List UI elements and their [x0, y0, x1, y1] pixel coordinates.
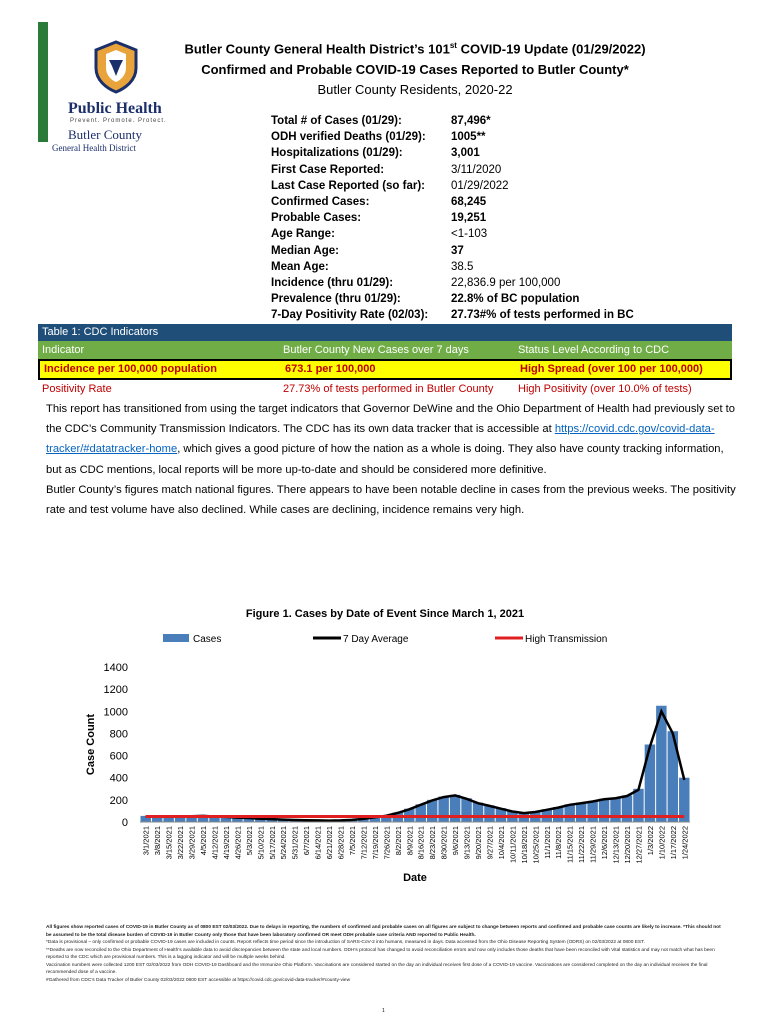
x-tick-label: 6/28/2021: [336, 826, 346, 860]
stat-value: 22,836.9 per 100,000: [451, 276, 561, 289]
y-tick-label: 1200: [103, 684, 128, 697]
stat-value: 3/11/2020: [451, 163, 502, 176]
x-tick-label: 4/5/2021: [199, 826, 208, 856]
x-tick-label: 12/20/2021: [623, 826, 632, 864]
stat-label: Probable Cases:: [271, 212, 362, 225]
table-row: [38, 380, 732, 398]
stat-label: Median Age:: [271, 244, 339, 257]
footnote: All figures show reported cases of COVID-19 in Butler County as of 0800 EST 02/03/2022. Due to delays in reporting, the numbers of confirmed and probable cases on all figures are subject to change between reports and confirmed and probable case counts are likely to increase. *This should not be assumed to be the total disease burden of COVID-19 in Butler County only those that have been laboratory confirmed OR meet ODH probable case criteria AND reported to Public Health.: [46, 925, 721, 938]
stat-value: 37: [451, 244, 464, 257]
logo-tagline: Prevent. Promote. Protect.: [70, 118, 167, 124]
x-tick-label: 4/19/2021: [221, 826, 231, 860]
table-cell: Positivity Rate: [42, 383, 112, 395]
x-tick-label: 9/6/2021: [451, 826, 461, 856]
x-tick-label: 7/26/2021: [382, 826, 392, 860]
legend-label: 7 Day Average: [343, 634, 409, 645]
report-subtitle: Confirmed and Probable COVID-19 Cases Reported to Butler County*: [201, 62, 629, 77]
legend-label: Cases: [193, 634, 222, 645]
table-cell: 673.1 per 100,000: [285, 363, 376, 375]
report-residents: Butler County Residents, 2020-22: [317, 82, 513, 97]
x-tick-label: 6/21/2021: [325, 826, 335, 860]
cdc-tracker-link[interactable]: https://covid.cdc.gov/covid-data-tracker/#datatracker-home: [46, 423, 715, 456]
x-tick-label: 6/14/2021: [313, 826, 323, 860]
x-tick-label: 3/22/2021: [176, 826, 186, 860]
y-tick-label: 800: [109, 728, 128, 741]
stat-value: 3,001: [451, 147, 480, 160]
table-header-indicator: Indicator: [42, 344, 85, 356]
stat-value: 19,251: [451, 212, 487, 225]
stat-value: 27.73#% of tests performed in BC: [451, 309, 634, 322]
x-tick-label: 6/7/2021: [302, 826, 312, 856]
x-tick-label: 5/24/2021: [279, 826, 289, 860]
x-tick-label: 4/26/2021: [233, 826, 243, 860]
table-title: Table 1: CDC Indicators: [38, 324, 732, 341]
x-tick-label: 11/29/2021: [588, 826, 598, 863]
footnote: Vaccination numbers were collected 1200 EST 02/03/2022 from ODH COVID-19 Dashboard and the Immunize Ohio Platform. Vaccinations are considered started on the day an individual receives first dose of a COVID-19 vaccine. Vaccinations are considered completed on the day an individual receives the final recommended dose of a vaccine.: [46, 962, 708, 975]
x-tick-label: 8/23/2021: [428, 826, 438, 860]
stat-label: 7-Day Positivity Rate (02/03):: [271, 309, 429, 322]
logo-accent-bar: [38, 22, 48, 142]
stat-row: [271, 180, 671, 196]
stat-row: [271, 261, 671, 277]
x-tick-label: 3/1/2021: [141, 826, 151, 856]
y-tick-label: 0: [121, 817, 128, 829]
stat-value: 38.5: [451, 260, 474, 273]
x-tick-label: 3/29/2021: [187, 826, 197, 860]
logo-org-name: Public Health: [68, 100, 162, 117]
stat-label: Hospitalizations (01/29):: [271, 147, 403, 160]
x-tick-label: 1/10/2022: [657, 826, 667, 860]
y-tick-label: 1000: [103, 706, 128, 719]
stat-row: [271, 309, 671, 325]
x-tick-label: 3/15/2021: [164, 826, 174, 860]
bar: [622, 795, 632, 822]
table-cell: High Spread (over 100 per 100,000): [520, 363, 703, 375]
y-tick-label: 1400: [103, 662, 128, 674]
x-tick-label: 9/20/2021: [474, 826, 483, 860]
stat-value: 22.8% of BC population: [451, 293, 580, 306]
stat-label: Confirmed Cases:: [271, 195, 370, 208]
y-tick-label: 600: [109, 750, 128, 763]
table-header-row: [38, 341, 732, 359]
stat-value: 87,496*: [451, 115, 491, 127]
stat-label: Mean Age:: [271, 260, 329, 273]
stat-label: ODH verified Deaths (01/29):: [271, 131, 426, 144]
x-tick-label: 8/9/2021: [405, 826, 415, 856]
x-tick-label: 12/6/2021: [600, 826, 610, 860]
stat-label: Age Range:: [271, 228, 335, 241]
stat-row: [271, 147, 671, 163]
table-row: [38, 359, 732, 380]
stat-value: 1005**: [451, 131, 486, 144]
y-tick-label: 200: [109, 794, 128, 807]
x-tick-label: 10/25/2021: [531, 826, 541, 864]
report-title: Butler County General Health District’s 101st COVID-19 Update (01/29/2022): [184, 41, 646, 57]
x-tick-label: 5/31/2021: [290, 826, 300, 860]
x-tick-label: 1/3/2022: [645, 826, 655, 856]
table-cell: High Positivity (over 10.0% of tests): [518, 383, 692, 395]
footnote: **Deaths are now reconciled to the Ohio Department of Health’s available data to avoid discrepancies between the state and local numbers. ODH’s protocol has changed to avoid reconciliation errors and now only includes those deaths that have been reconciled with Vital statistics and may not match what has been reported to the CDC which are provisional numbers. This is a lagging indicator and will be multiple weeks behind.: [46, 947, 715, 960]
page-number: 1: [382, 1008, 385, 1014]
x-tick-label: 11/8/2021: [554, 826, 564, 859]
x-tick-label: 10/4/2021: [496, 826, 506, 860]
y-axis-label: Case Count: [85, 713, 97, 776]
x-tick-label: 11/1/2021: [542, 826, 552, 859]
stat-label: Last Case Reported (so far):: [271, 179, 426, 192]
summary-stats: [271, 115, 671, 325]
x-tick-label: 10/18/2021: [519, 826, 529, 864]
bar: [427, 800, 437, 822]
cases-chart: [0, 625, 770, 895]
x-tick-label: 11/15/2021: [565, 826, 575, 863]
x-tick-label: 9/13/2021: [462, 826, 472, 860]
x-tick-label: 12/13/2021: [611, 826, 621, 864]
legend-swatch-cases: [163, 634, 189, 642]
x-tick-label: 9/27/2021: [485, 826, 495, 860]
x-tick-label: 1/24/2022: [680, 826, 690, 860]
bar: [587, 801, 597, 822]
stat-label: Incidence (thru 01/29):: [271, 276, 394, 289]
legend-label: High Transmission: [525, 634, 608, 645]
cdc-indicators-table: [38, 324, 732, 398]
stat-value: 68,245: [451, 195, 487, 208]
paragraph: This report has transitioned from using the target indicators that Governor DeWine and the Ohio Department of Health had previously set to the CDC’s Community Transmission Indicators. The CDC has its own data tracker that is accessible at https://covid.cdc.gov/covid-data-tracker/#datatracker-home, which gives a good picture of how the nation as a whole is doing. They also have county tracking information, but as CDC mentions, local reports will be more up-to-date and should be considered more definitive.: [46, 403, 736, 476]
stat-value: 01/29/2022: [451, 179, 509, 192]
x-tick-label: 1/17/2022: [668, 826, 678, 860]
x-tick-label: 7/19/2021: [370, 826, 380, 860]
table-header-status: Status Level According to CDC: [518, 344, 670, 356]
x-tick-label: 8/16/2021: [416, 826, 426, 860]
x-axis-label: Date: [403, 872, 427, 884]
x-tick-label: 12/27/2021: [634, 826, 644, 864]
stat-row: [271, 115, 671, 131]
x-tick-label: 7/5/2021: [348, 826, 357, 856]
bar: [438, 797, 448, 822]
x-tick-label: 11/22/2021: [577, 826, 587, 863]
chart-title: Figure 1. Cases by Date of Event Since March 1, 2021: [245, 608, 525, 620]
stat-label: Prevalence (thru 01/29):: [271, 293, 401, 306]
x-tick-label: 8/30/2021: [439, 826, 449, 860]
stat-row: [271, 131, 671, 147]
stat-row: [271, 228, 671, 244]
y-tick-label: 400: [109, 772, 128, 785]
bar: [473, 803, 483, 822]
paragraph: Butler County’s figures match national figures. There appears to have been notable decline in cases from the previous weeks. The positivity rate and test volume have also declined. While cases are declining, incidence remains very high.: [46, 483, 736, 517]
stat-label: Total # of Cases (01/29):: [271, 115, 402, 127]
logo-county: Butler County: [68, 127, 143, 142]
bar: [576, 803, 586, 822]
bar: [599, 799, 609, 822]
stat-row: [271, 293, 671, 309]
x-tick-label: 5/3/2021: [244, 826, 254, 856]
stat-row: [271, 196, 671, 212]
x-tick-label: 10/11/2021: [508, 826, 518, 863]
table-cell: Incidence per 100,000 population: [44, 363, 217, 375]
table-cell: 27.73% of tests performed in Butler County: [283, 383, 494, 395]
bar: [461, 798, 471, 822]
footnote: #Gathered from CDC’s Data Tracker of Butler County 02/03/2022 0800 EST accessible at https://covid.cdc.gov/covid-data-tracker/#county-view: [46, 977, 351, 983]
x-tick-label: 7/12/2021: [359, 826, 369, 860]
stat-row: [271, 212, 671, 228]
footnote: *Data is provisional – only confirmed or probable COVID-19 cases are included in counts. Report reflects time period since the introduction of SARS-CoV-2 into humans, measured in days. Data accessed from the Ohio Disease Reporting System (ODRS) on 02/03/2022 at 0800 EST.: [46, 940, 645, 945]
logo-district: General Health District: [52, 143, 136, 153]
x-tick-label: 8/2/2021: [393, 826, 403, 856]
stat-row: [271, 277, 671, 293]
body-text: [46, 399, 736, 520]
x-tick-label: 3/8/2021: [153, 826, 163, 856]
stat-value: <1-103: [451, 228, 488, 241]
bar: [610, 798, 620, 822]
footnotes: [46, 924, 726, 984]
stat-label: First Case Reported:: [271, 163, 385, 176]
x-tick-label: 5/17/2021: [267, 826, 277, 860]
stat-row: [271, 245, 671, 261]
stat-row: [271, 164, 671, 180]
x-tick-label: 4/12/2021: [210, 826, 220, 860]
table-header-new-cases: Butler County New Cases over 7 days: [283, 344, 469, 356]
x-tick-label: 5/10/2021: [256, 826, 266, 860]
